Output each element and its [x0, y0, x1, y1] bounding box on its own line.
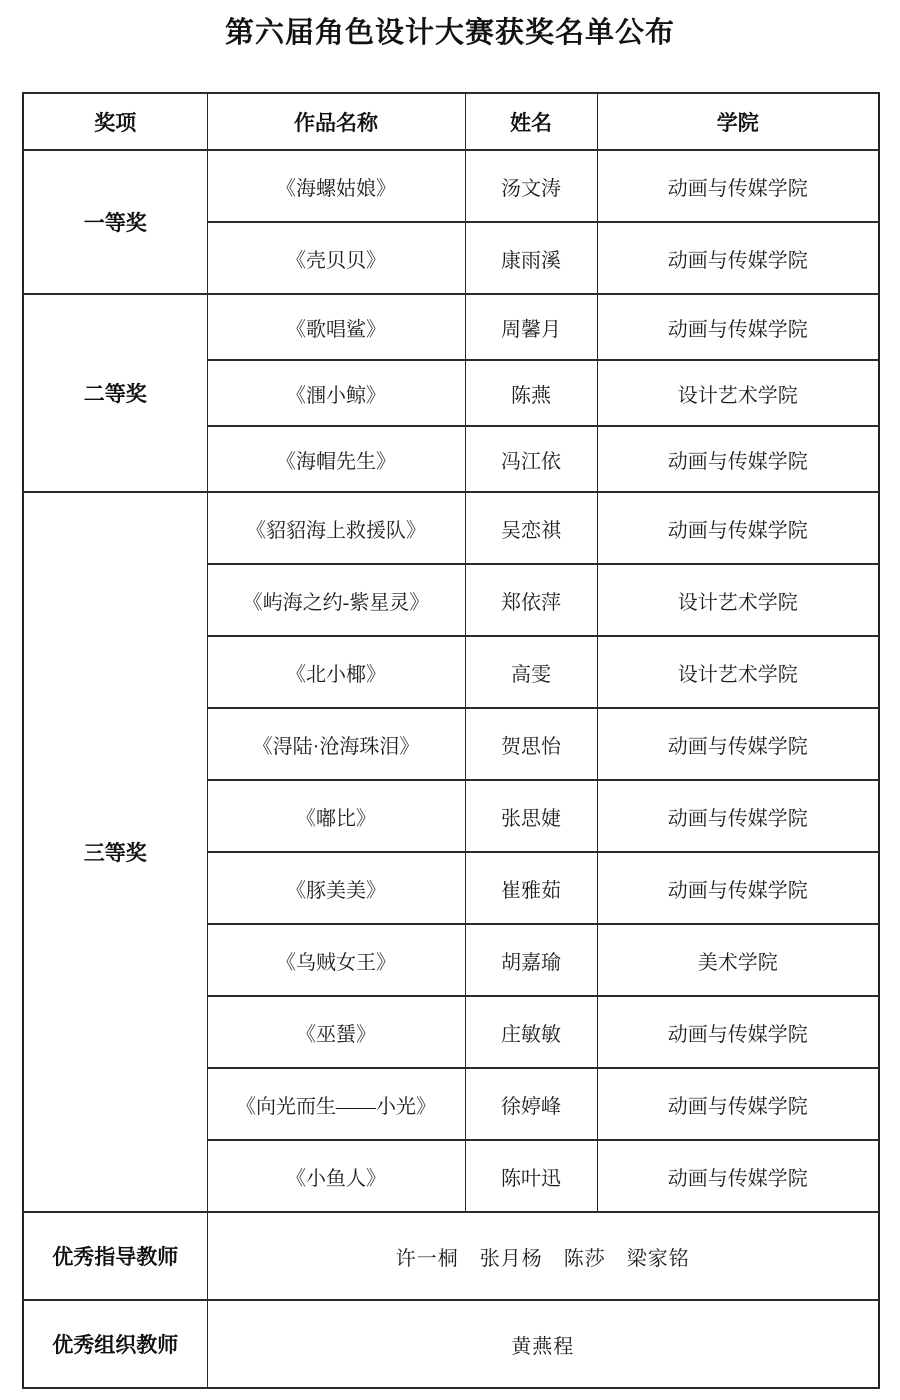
award-group-label-first: 一等奖 — [23, 150, 207, 294]
awards-table — [22, 92, 880, 1389]
college-cell: 设计艺术学院 — [597, 636, 879, 708]
organization-teacher-label: 优秀组织教师 — [23, 1300, 207, 1388]
winner-name-cell: 陈燕 — [465, 360, 597, 426]
winner-name-cell: 周馨月 — [465, 294, 597, 360]
organization-teacher-names: 黄燕程 — [207, 1300, 879, 1388]
work-title-cell: 《嘟比》 — [207, 780, 465, 852]
work-title-cell: 《海螺姑娘》 — [207, 150, 465, 222]
college-cell: 动画与传媒学院 — [597, 1140, 879, 1212]
college-cell: 动画与传媒学院 — [597, 150, 879, 222]
winner-name-cell: 康雨溪 — [465, 222, 597, 294]
table-row — [23, 492, 879, 564]
college-cell: 动画与传媒学院 — [597, 492, 879, 564]
winner-name-cell: 陈叶迅 — [465, 1140, 597, 1212]
winner-name-cell: 徐婷峰 — [465, 1068, 597, 1140]
work-title-cell: 《歌唱鲨》 — [207, 294, 465, 360]
winner-name-cell: 郑依萍 — [465, 564, 597, 636]
college-cell: 美术学院 — [597, 924, 879, 996]
winner-name-cell: 胡嘉瑜 — [465, 924, 597, 996]
work-title-cell: 《小鱼人》 — [207, 1140, 465, 1212]
table-row — [23, 294, 879, 360]
college-cell: 动画与传媒学院 — [597, 852, 879, 924]
work-title-cell: 《乌贼女王》 — [207, 924, 465, 996]
guidance-teacher-label: 优秀指导教师 — [23, 1212, 207, 1300]
work-title-cell: 《豚美美》 — [207, 852, 465, 924]
header-row — [23, 93, 879, 150]
header-award: 奖项 — [23, 93, 207, 150]
work-title-cell: 《淂陆·沧海珠泪》 — [207, 708, 465, 780]
table-row — [23, 1212, 879, 1300]
work-title-cell: 《海帽先生》 — [207, 426, 465, 492]
work-title-cell: 《巫蜑》 — [207, 996, 465, 1068]
college-cell: 动画与传媒学院 — [597, 708, 879, 780]
winner-name-cell: 高雯 — [465, 636, 597, 708]
work-title-cell: 《向光而生——小光》 — [207, 1068, 465, 1140]
table-row — [23, 150, 879, 222]
work-title-cell: 《屿海之约-紫星灵》 — [207, 564, 465, 636]
work-title-cell: 《貂貂海上救援队》 — [207, 492, 465, 564]
winner-name-cell: 张思婕 — [465, 780, 597, 852]
winner-name-cell: 庄敏敏 — [465, 996, 597, 1068]
college-cell: 设计艺术学院 — [597, 564, 879, 636]
work-title-cell: 《壳贝贝》 — [207, 222, 465, 294]
award-group-label-third: 三等奖 — [23, 492, 207, 1212]
college-cell: 动画与传媒学院 — [597, 780, 879, 852]
college-cell: 动画与传媒学院 — [597, 222, 879, 294]
document-title: 第六届角色设计大赛获奖名单公布 — [224, 17, 675, 49]
winner-name-cell: 吴恋祺 — [465, 492, 597, 564]
work-title-cell: 《北小椰》 — [207, 636, 465, 708]
header-college: 学院 — [597, 93, 879, 150]
award-group-label-second: 二等奖 — [23, 294, 207, 492]
header-work: 作品名称 — [207, 93, 465, 150]
table-row — [23, 1300, 879, 1388]
work-title-cell: 《涠小鲸》 — [207, 360, 465, 426]
college-cell: 动画与传媒学院 — [597, 294, 879, 360]
winner-name-cell: 崔雅茹 — [465, 852, 597, 924]
college-cell: 动画与传媒学院 — [597, 426, 879, 492]
winner-name-cell: 贺思怡 — [465, 708, 597, 780]
college-cell: 动画与传媒学院 — [597, 1068, 879, 1140]
college-cell: 设计艺术学院 — [597, 360, 879, 426]
guidance-teacher-names: 许一桐 张月杨 陈莎 梁家铭 — [207, 1212, 879, 1300]
winner-name-cell: 汤文涛 — [465, 150, 597, 222]
winner-name-cell: 冯江依 — [465, 426, 597, 492]
header-name: 姓名 — [465, 93, 597, 150]
college-cell: 动画与传媒学院 — [597, 996, 879, 1068]
